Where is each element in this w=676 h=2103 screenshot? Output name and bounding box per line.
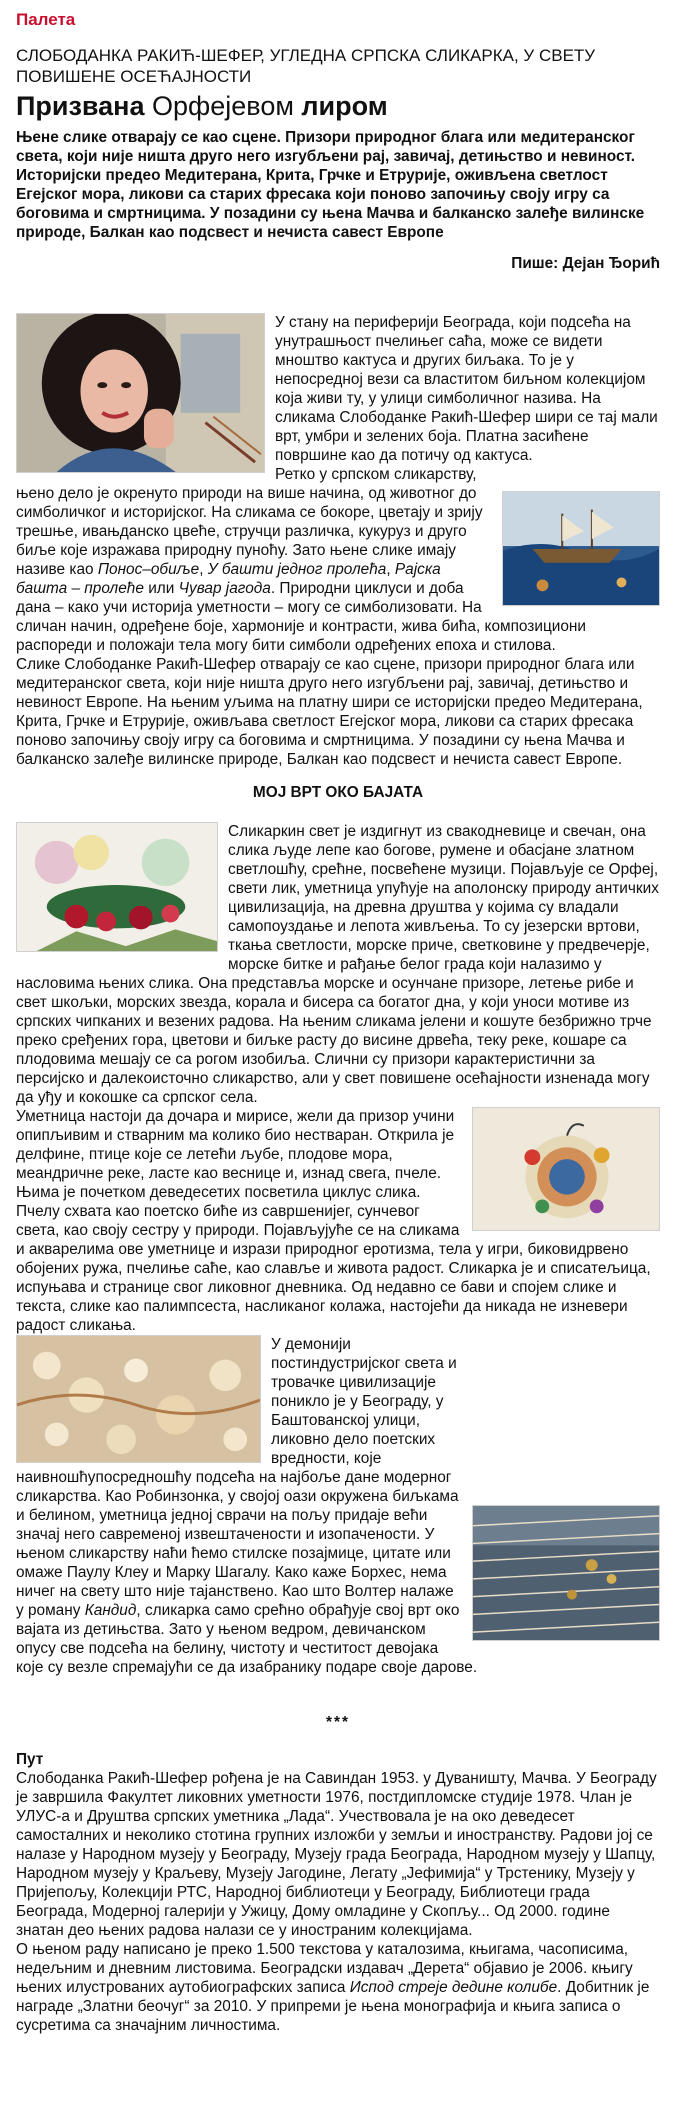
still-life-painting-image xyxy=(16,822,218,952)
article-headline xyxy=(16,91,660,122)
section-divider: *** xyxy=(326,1714,350,1731)
body-paragraph: Слике Слободанке Ракић-Шефер отварају се као сцене, призори природног блага или медитеранског света, који није ништа друго него изгубљени рај, завичај, детињство и невиност Европе. На њеним уљима на платну шири се историјски предео Медитерана, Крита, Грчке и Етрурије, оживљава светлост Егејског мора, ликови са старих фресака поново започињу своју игру са боговима и смртницима. У позадини су њена Мачва и балканско залеђе вилинске природе, Балкан као подсвест и нечиста савест Европе. xyxy=(16,656,643,768)
article-kicker: СЛОБОДАНКА РАКИЋ-ШЕФЕР, УГЛЕДНА СРПСКА СЛИКАРКА, У СВЕТУ ПОВИШЕНЕ ОСЕЋАЈНОСТИ xyxy=(16,46,596,86)
body-paragraph: Сликаркин свет је издигнут из свакодневице и свечан, она слика људе лепе као богове, румене и обасјане златном светлошћу, срећне, посвећене музици. Појављује се Орфеј, свети лик, уметница упућује на аполонску природу античких цивилизација, на древна друштва у којима су владали самопоуздање и лепота живљења. То су језерски вртови, ткања светлости, морске приче, светковине у предвечерје, морске битке и рађање белог града који налазимо у насловима њених слика. Она представља морске и осунчане призоре, летење рибе и свет шкољки, морских звезда, корала и бисера са богатог дна, у који уноси мотиве из српских чипканих и везених радова. На њеним сликама јелени и кошуте безбрижно трче преко сређених гора, цветови и биљке расту до висине дрвећа, теку реке, кошаре са плодовима мешају се са рогом изобиља. Слични су призори карактеристични за персијско и далекоисточно сликарство, али у свет повишене осећајности изненада могу да уђу и кокошке са српског села. xyxy=(16,823,659,1106)
body-paragraph: Уметница настоји да дочара и мирисе, жели да призор учини опипљивим и стварним ма колико био нестваран. Открила је делфине, птице које се летећи љубе, плодове мора, меандричне реке, ласте као веснице и, изнад свега, пчеле. Њима је почетком деведесетих посветила циклус слика. Пчелу схвата као поетско биће из савршенијег, сунчевог света, као своју сестру у природи. Појављујуће се на сликама и акварелима ове уметнице и изрази природног еротизма, тела у игри, биковидрвено обојених ружа, пчелиње саће, као славље и живота радост. Сликарка је и списатељица, испуњава и странице свог ликовног дневника. Од недавно се бави и спојем слике и текста, слике као палимпсеста, насликаног колажа, настојећи да никада не изневери радост сликања. xyxy=(16,1108,651,1334)
byline: Пише: Дејан Ђорић xyxy=(511,255,660,272)
headline-word-3: лиром xyxy=(301,91,388,121)
lyre-strings-painting-image xyxy=(472,1505,660,1641)
body-paragraph: Ретко у српском сликарству, њено дело је окренуто природи на више начина, од животног до симболичког и историјског. На сликама се бокоре, цветају и зрију трешње, ивањданско цвеће, стручци различка, кукуруз и друго биље које изражава природну пуноћу. Зато њене слике имају називе као Понос–обиље, У башти једног пролећа, Рајска башта – пролеће или Чувар јагода. Природни циклуси и доба дана – како учи историја уметности – могу се симболизовати. На сличан начин, одређене боје, хармоније и контрасти, жива бића, композициони распореди и положаји тела могу бити симболи одређених епоха и стилова. xyxy=(16,466,587,654)
body-paragraph: У стану на периферији Београда, који подсећа на унутрашњост пчелињег саћа, може се видети мноштво кактуса и других биљака. То је у непосредној вези са властитом биљном колекцијом која живи ту, у улици симболичног назива. На сликама Слободанке Ракић-Шефер шири се тај мали врт, умбри и зелених боја. Платна засићене површине као да потичу од кактуса. xyxy=(275,314,658,464)
bio-title: Пут xyxy=(16,1751,44,1768)
bio-paragraph: О њеном раду написано је преко 1.500 текстова у каталозима, књигама, часописима, недељним и дневним листовима. Београдски издавач „Дерета“ објавио је 2006. књигу њених илустрованих аутобиографских записа Испод стреје дедине колибе. Добитник је награде „Златни беочуг“ за 2010. У припреми је њена монографија и књига записа о сусретима са значајним личностима. xyxy=(16,1941,650,2034)
bio-paragraph: Слободанка Ракић-Шефер рођена је на Савиндан 1953. у Дуваништу, Мачва. У Београду је завршила Факултет ликовних уметности 1976, постдипломске студије 1978. Члан је УЛУС-а и Друштва српских уметника „Лада“. Учествовала је на око деведесет самосталних и неколико стотина групних изложби у земљи и иностранству. Радови јој се налазе у Народном музеју у Београду, Музеју града Београда, Народном музеју у Шапцу, Народном музеју у Краљеву, Музеју Јагодине, Легату „Јефимија“ у Трстенику, Музеју у Пријепољу, Колекцији РТС, Народној библиотеци у Београду, Библиотеци града Београда, Модерној галерији у Ужицу, Дому омладине у Скопљу... Од 2000. године знатан део њених радова налази се у иностраним колекцијама. xyxy=(16,1770,657,1939)
ship-painting-image xyxy=(502,491,660,606)
section-label[interactable]: Палета xyxy=(16,10,76,29)
sea-shells-painting-image xyxy=(16,1335,261,1463)
body-paragraph: У демонији постиндустријског света и тровачке цивилизације поникло је у Београду, у Баштованској улици, ликовно дело поетских вредности, које наивношћупосредношћу подсећа на најбоље дане модерног сликарства. Као Робинзонка, у својој оази окружена биљкама и белином, уметница једној сврачи на пољу придаје већи значај него савременој извештачености и изопачености. У њеном сликарству наћи ћемо стилске позајмице, цитате или омаже Паулу Клеу и Марку Шагалу. Како каже Борхес, нема ничег на свету што није тајанствено. Као што Волтер налаже у роману Кандид, сликарка само срећно обрађује свој врт око вајата из детињства. Зато у њеном ведром, девичанском опусу све подсећа на белину, чистоту и честитост девојака које су везле спремајући се да изабранику подаре своје дарове. xyxy=(16,1336,478,1676)
article-lead: Њене слике отварају се као сцене. Призори природног блага или медитеранског света, који није ништа друго него изгубљени рај, завичај, детињство и невиност. Историјски предео Медитерана, Крита, Грчке и Етрурије, оживљена светлост Егејског мора, ликови са старих фресака који поново започињу своју игру са боговима и смртницима. У позадини су њена Мачва и балканско залеђе вилинске природе, Балкан као подсвест и нечиста савест Европе xyxy=(16,129,645,241)
headline-word-2: Орфејевом xyxy=(144,91,302,121)
peacock-painting-image xyxy=(472,1107,660,1231)
painter-portrait-image xyxy=(16,313,265,473)
section-subhead: МОЈ ВРТ ОКО БАЈАТА xyxy=(252,784,424,801)
headline-word-1: Призвана xyxy=(16,91,145,121)
